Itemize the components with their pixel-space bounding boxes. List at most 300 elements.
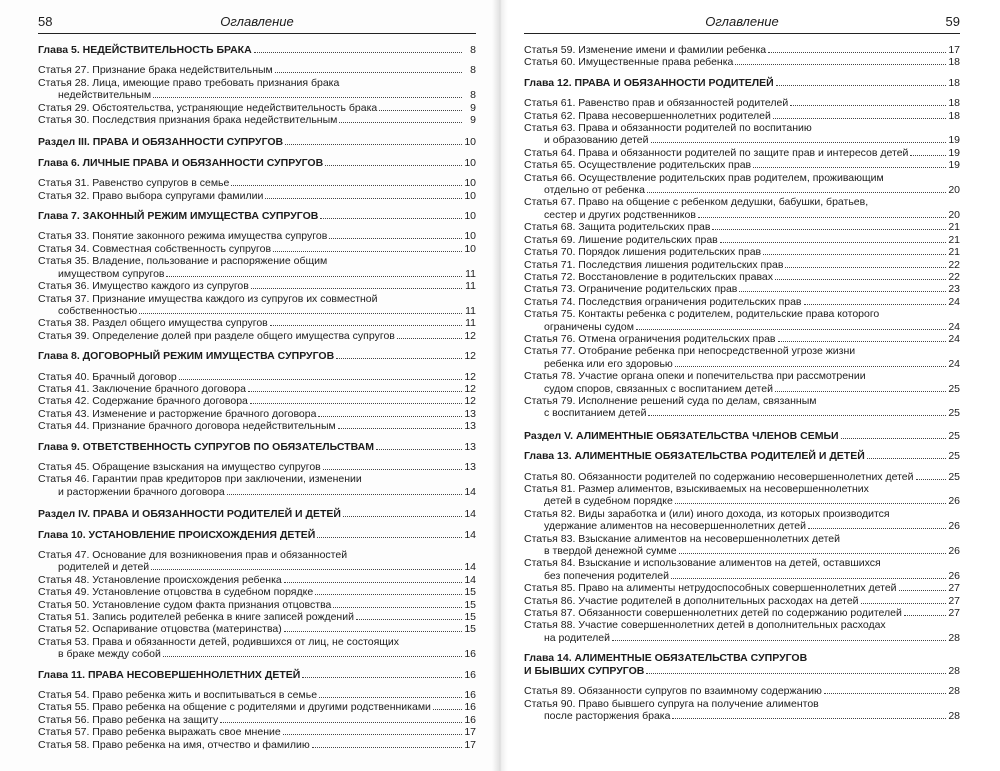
toc-entry-title: Статья 37. Признание имущества каждого из супругов их совместной [38, 292, 378, 305]
dot-leader [265, 198, 462, 199]
toc-line [38, 114, 476, 126]
toc-article-entry [524, 296, 960, 308]
dot-leader [284, 582, 462, 583]
dot-leader [841, 438, 946, 439]
toc-page-number: 28 [948, 685, 960, 698]
toc-page-number: 26 [948, 569, 960, 582]
toc-entry-title: Статья 28. Лица, имеющие право требовать признания брака [38, 76, 340, 89]
toc-article-entry [524, 246, 960, 258]
book-spine-shadow [492, 0, 508, 771]
toc-entry-title: Статья 56. Право ребенка на защиту [38, 713, 219, 726]
toc-line [524, 110, 960, 122]
toc-page-number: 28 [948, 709, 960, 722]
toc-line [38, 549, 476, 561]
dot-leader [250, 403, 462, 404]
toc-line [524, 308, 960, 320]
toc-line [38, 739, 476, 751]
toc-line [524, 632, 960, 644]
dot-leader [739, 291, 946, 292]
toc-page-number: 12 [464, 382, 476, 395]
toc-page-number: 26 [948, 495, 960, 508]
toc-chapter-entry [524, 450, 960, 462]
toc-entry-title: Статья 74. Последствия ограничения родительских прав [524, 295, 802, 308]
toc-line [38, 461, 476, 473]
toc-page-number: 24 [948, 295, 960, 308]
toc-page-number: 18 [948, 56, 960, 69]
toc-line [38, 102, 476, 114]
toc-page-number: 11 [465, 280, 476, 293]
toc-line [38, 77, 476, 89]
dot-leader [712, 229, 946, 230]
toc-entry-title: Статья 77. Отобрание ребенка при непосредственной угрозе жизни [524, 345, 856, 358]
toc-entry-title: после расторжения брака [544, 709, 671, 722]
toc-line [38, 586, 476, 598]
toc-article-entry [524, 698, 960, 723]
dot-leader [312, 747, 462, 748]
toc-line [524, 56, 960, 68]
dot-leader [317, 537, 462, 538]
toc-entry-title: Статья 58. Право ребенка на имя, отчество и фамилию [38, 738, 310, 751]
toc-page-number: 12 [464, 370, 476, 383]
dot-leader [679, 553, 946, 554]
toc-page-number: 28 [948, 664, 960, 677]
toc-line [524, 370, 960, 382]
dot-leader [651, 142, 946, 143]
dot-leader [753, 167, 946, 168]
toc-article-entry [524, 685, 960, 697]
toc-entry-title: удержание алиментов на несовершеннолетних детей [544, 520, 806, 533]
toc-article-entry [38, 230, 476, 242]
toc-page-number: 11 [465, 304, 476, 317]
toc-entry-title: Статья 54. Право ребенка жить и воспитываться в семье [38, 689, 318, 702]
toc-article-entry [38, 701, 476, 713]
toc-page-number: 21 [948, 221, 960, 234]
dot-leader [227, 494, 462, 495]
toc-entry-title: Статья 46. Гарантии прав кредиторов при заключении, изменении [38, 473, 362, 486]
toc-entry-title: недействительным [58, 89, 152, 102]
toc-line [524, 122, 960, 134]
toc-line [38, 473, 476, 485]
toc-article-entry [524, 619, 960, 644]
dot-leader [646, 673, 946, 674]
toc-article-entry [524, 110, 960, 122]
toc-article-entry [38, 371, 476, 383]
toc-line [524, 450, 960, 462]
toc-page-number: 8 [470, 64, 476, 77]
toc-entry-title: Глава 7. ЗАКОННЫЙ РЕЖИМ ИМУЩЕСТВА СУПРУГОВ [38, 210, 319, 223]
toc-article-entry [524, 308, 960, 333]
toc-page-number: 12 [464, 395, 476, 408]
toc-page-number: 14 [464, 485, 476, 498]
toc-page-number: 27 [948, 594, 960, 607]
toc-line [524, 520, 960, 532]
toc-article-entry [38, 243, 476, 255]
toc-article-entry [38, 623, 476, 635]
toc-entry-title: Глава 13. АЛИМЕНТНЫЕ ОБЯЗАТЕЛЬСТВА РОДИТЕЛЕЙ И ДЕТЕЙ [524, 450, 865, 463]
toc-entry-title: собственностью [58, 304, 138, 317]
toc-page-number: 9 [470, 101, 476, 114]
toc-article-entry [38, 77, 476, 102]
toc-section-entry [524, 430, 960, 442]
toc-line [524, 246, 960, 258]
toc-entry-title: и образованию детей [544, 134, 649, 147]
toc-line [38, 293, 476, 305]
toc-chapter-entry [38, 157, 476, 169]
toc-line [524, 652, 960, 664]
dot-leader [379, 110, 462, 111]
toc-entry-title: Статья 63. Права и обязанности родителей по воспитанию [524, 122, 812, 135]
toc-line [38, 305, 476, 317]
toc-page-number: 16 [464, 713, 476, 726]
toc-page-number: 15 [464, 598, 476, 611]
dot-leader [336, 358, 462, 359]
toc-entry-title: Статья 53. Права и обязанности детей, родившихся от лиц, не состоящих [38, 635, 400, 648]
toc-entry-title: Статья 86. Участие родителей в дополнительных расходах на детей [524, 594, 859, 607]
dot-leader [285, 144, 462, 145]
toc-entry-title: имуществом супругов [58, 267, 165, 280]
dot-leader [319, 697, 462, 698]
toc-article-entry [38, 383, 476, 395]
toc-entry-title: Статья 39. Определение долей при разделе общего имущества супругов [38, 329, 395, 342]
dot-leader [775, 391, 946, 392]
dot-leader [254, 52, 462, 53]
toc-page-number: 19 [948, 134, 960, 147]
toc-article-entry [38, 739, 476, 751]
dot-leader [671, 578, 946, 579]
toc-article-entry [524, 159, 960, 171]
toc-article-entry [38, 420, 476, 432]
toc-article-entry [524, 557, 960, 582]
toc-article-entry [38, 408, 476, 420]
toc-page-number: 11 [465, 317, 476, 330]
toc-line [38, 243, 476, 255]
toc-article-entry [524, 271, 960, 283]
toc-page-number: 16 [464, 701, 476, 714]
toc-line [524, 698, 960, 710]
toc-page-number: 12 [464, 329, 476, 342]
page-number: 58 [38, 14, 53, 29]
toc-entry-title: Статья 29. Обстоятельства, устраняющие недействительность брака [38, 101, 378, 114]
toc-entry-title: Статья 84. Взыскание и использование алиментов на детей, оставшихся [524, 557, 881, 570]
toc-line [524, 271, 960, 283]
toc-line [38, 599, 476, 611]
toc-page-number: 15 [464, 623, 476, 636]
toc-entry-title: Статья 59. Изменение имени и фамилии ребенка [524, 44, 767, 56]
toc-entry-title: Статья 42. Содержание брачного договора [38, 395, 248, 408]
dot-leader [698, 217, 946, 218]
toc-entry-title: Статья 60. Имущественные права ребенка [524, 56, 734, 69]
toc-line [38, 486, 476, 498]
dot-leader [338, 428, 462, 429]
toc-line [524, 134, 960, 146]
toc-article-entry [38, 461, 476, 473]
toc-entry-title: и расторжении брачного договора [58, 485, 225, 498]
toc-line [524, 619, 960, 631]
toc-page-number: 15 [464, 586, 476, 599]
toc-article-entry [524, 196, 960, 221]
toc-line [524, 665, 960, 677]
dot-leader [904, 615, 946, 616]
dot-leader [636, 329, 946, 330]
toc-entry-title: Статья 87. Обязанности совершеннолетних детей по содержанию родителей [524, 607, 902, 620]
toc-article-entry [38, 473, 476, 498]
toc-article-entry [38, 636, 476, 661]
toc-page-number: 27 [948, 607, 960, 620]
toc-entry-title: Статья 82. Виды заработка и (или) иного дохода, из которых производится [524, 507, 890, 520]
toc-line [524, 430, 960, 442]
toc-entry-title: Статья 90. Право бывшего супруга на получение алиментов [524, 697, 819, 710]
dot-leader [284, 631, 462, 632]
toc-page-number: 28 [948, 631, 960, 644]
toc-page-number: 10 [464, 230, 476, 243]
dot-leader [251, 288, 462, 289]
toc-entry-title: Статья 40. Брачный договор [38, 370, 177, 383]
dot-leader [356, 619, 462, 620]
toc-line [524, 97, 960, 109]
toc-entry-title: Статья 88. Участие совершеннолетних детей в дополнительных расходах [524, 619, 886, 632]
toc-entry-title: Статья 73. Ограничение родительских прав [524, 283, 738, 296]
toc-page-number: 12 [464, 350, 476, 363]
toc-page-number: 10 [464, 242, 476, 255]
toc-entry-title: отдельно от ребенка [544, 184, 645, 197]
toc-line [524, 221, 960, 233]
toc-page-number: 14 [464, 573, 476, 586]
toc-page-number: 8 [470, 89, 476, 102]
toc-entry-title: Раздел V. АЛИМЕНТНЫЕ ОБЯЗАТЕЛЬСТВА ЧЛЕНОВ СЕМЬИ [524, 429, 839, 442]
toc-article-entry [38, 330, 476, 342]
running-title: Оглавление [220, 14, 294, 29]
toc-entry-title: Статья 62. Права несовершеннолетних родителей [524, 109, 771, 122]
toc-section-entry [38, 136, 476, 148]
toc-article-entry [524, 221, 960, 233]
toc-article-entry [524, 259, 960, 271]
toc-page-number: 10 [464, 177, 476, 190]
toc-line [38, 190, 476, 202]
toc-entry-title: Статья 85. Право на алименты нетрудоспособных совершеннолетних детей [524, 582, 897, 595]
dot-leader [343, 516, 462, 517]
dot-leader [612, 640, 946, 641]
toc-article-entry [38, 114, 476, 126]
toc-line [38, 230, 476, 242]
dot-leader [179, 379, 462, 380]
toc-line [38, 669, 476, 681]
dot-leader [804, 304, 946, 305]
toc-article-entry [524, 370, 960, 395]
toc-entry-title: Статья 78. Участие органа опеки и попечительства при рассмотрении [524, 370, 866, 383]
toc-entry-title: Статья 80. Обязанности родителей по содержанию несовершеннолетних детей [524, 470, 914, 483]
toc-article-entry [38, 611, 476, 623]
toc-entry-title: Статья 49. Установление отцовства в судебном порядке [38, 586, 314, 599]
toc-page-number: 24 [948, 332, 960, 345]
toc-line [38, 529, 476, 541]
dot-leader [773, 118, 946, 119]
toc-entry-title: Статья 89. Обязанности супругов по взаимному содержанию [524, 685, 822, 698]
toc-article-entry [38, 689, 476, 701]
dot-leader [273, 251, 462, 252]
page-header [524, 11, 960, 34]
toc-article-entry [38, 293, 476, 318]
toc-entry-title: Статья 45. Обращение взыскания на имущество супругов [38, 460, 321, 473]
toc-chapter-entry [38, 44, 476, 56]
toc-entry-title: на родителей [544, 631, 611, 644]
toc-line [38, 177, 476, 189]
toc-line [524, 407, 960, 419]
toc-page-number: 14 [464, 508, 476, 521]
toc-article-entry [38, 255, 476, 280]
toc-line [38, 561, 476, 573]
dot-leader [824, 693, 946, 694]
toc-entry-title: Раздел III. ПРАВА И ОБЯЗАННОСТИ СУПРУГОВ [38, 136, 284, 149]
toc-chapter-entry [38, 210, 476, 222]
dot-leader [778, 341, 947, 342]
toc-article-entry [38, 726, 476, 738]
toc-entry-title: Статья 69. Лишение родительских прав [524, 233, 718, 246]
toc-page-number: 25 [948, 382, 960, 395]
toc-article-entry [38, 574, 476, 586]
toc-line [524, 471, 960, 483]
dot-leader [397, 338, 462, 339]
toc-line [38, 44, 476, 56]
page-number: 59 [945, 14, 960, 29]
toc-entry-title: Статья 64. Права и обязанности родителей по защите прав и интересов детей [524, 146, 909, 159]
dot-leader [320, 218, 462, 219]
toc-line [524, 570, 960, 582]
toc-page-number: 13 [464, 407, 476, 420]
toc-page-number: 19 [948, 146, 960, 159]
toc-line [524, 595, 960, 607]
toc-entry-title: Статья 34. Совместная собственность супругов [38, 242, 272, 255]
toc-article-entry [524, 595, 960, 607]
toc-entry-title: родителей и детей [58, 561, 150, 574]
dot-leader [270, 325, 462, 326]
toc-page-number: 8 [470, 44, 476, 56]
toc-entry-title: Статья 41. Заключение брачного договора [38, 382, 246, 395]
toc-entry-title: Статья 66. Осуществление родительских прав родителем, проживающим [524, 171, 884, 184]
toc-entry-title: Раздел IV. ПРАВА И ОБЯЗАННОСТИ РОДИТЕЛЕЙ И ДЕТЕЙ [38, 508, 341, 521]
toc-entry-title: Глава 11. ПРАВА НЕСОВЕРШЕННОЛЕТНИХ ДЕТЕЙ [38, 668, 301, 681]
toc-line [524, 582, 960, 594]
toc-line [524, 607, 960, 619]
toc-line [524, 77, 960, 89]
toc-article-entry [524, 56, 960, 68]
dot-leader [275, 72, 462, 73]
toc-page-number: 26 [948, 545, 960, 558]
toc-entry-title: Глава 6. ЛИЧНЫЕ ПРАВА И ОБЯЗАННОСТИ СУПРУГОВ [38, 156, 324, 169]
toc-entry-title: Статья 38. Раздел общего имущества супругов [38, 317, 268, 330]
toc-page-number: 10 [464, 136, 476, 149]
toc-line [38, 611, 476, 623]
dot-leader [315, 594, 462, 595]
dot-leader [776, 85, 946, 86]
toc-page-number: 10 [464, 156, 476, 169]
toc-line [524, 383, 960, 395]
toc-entry-title: Глава 12. ПРАВА И ОБЯЗАННОСТИ РОДИТЕЛЕЙ [524, 76, 774, 89]
dot-leader [916, 479, 947, 480]
toc-article-entry [38, 395, 476, 407]
toc-entry-title: Статья 83. Взыскание алиментов на несовершеннолетних детей [524, 532, 840, 545]
toc-line [38, 714, 476, 726]
dot-leader [153, 97, 462, 98]
toc-chapter-entry [524, 652, 960, 677]
toc-page-number: 10 [464, 189, 476, 202]
toc-line [38, 157, 476, 169]
dot-leader [675, 503, 946, 504]
toc-article-entry [38, 64, 476, 76]
toc-entry-title: Статья 81. Размер алиментов, взыскиваемых на несовершеннолетних [524, 483, 869, 495]
toc-line [38, 395, 476, 407]
toc-page-number: 17 [464, 738, 476, 751]
toc-article-entry [524, 345, 960, 370]
toc-line [38, 89, 476, 101]
toc-chapter-entry [38, 669, 476, 681]
toc-article-entry [524, 234, 960, 246]
dot-leader [325, 165, 462, 166]
toc-line [524, 321, 960, 333]
toc-line [38, 689, 476, 701]
dot-leader [763, 254, 946, 255]
toc-page-number: 25 [948, 407, 960, 420]
toc-page-number: 20 [948, 184, 960, 197]
toc-chapter-entry [524, 77, 960, 89]
toc-line [524, 345, 960, 357]
dot-leader [861, 603, 946, 604]
toc-page-number: 16 [464, 648, 476, 661]
page-header [38, 11, 476, 34]
toc-article-entry [524, 333, 960, 345]
toc-line [38, 350, 476, 362]
toc-page-number: 26 [948, 520, 960, 533]
toc-entry-title: Статья 76. Отмена ограничения родительских прав [524, 332, 776, 345]
toc-line [38, 420, 476, 432]
dot-leader [808, 528, 946, 529]
toc-entry-title: Статья 44. Признание брачного договора недействительным [38, 420, 336, 433]
toc-line [38, 701, 476, 713]
toc-entry-title: Статья 43. Изменение и расторжение брачного договора [38, 407, 317, 420]
toc-list [524, 44, 960, 722]
running-title: Оглавление [705, 14, 779, 29]
dot-leader [166, 276, 462, 277]
toc-entry-title: с воспитанием детей [544, 407, 647, 420]
toc-article-entry [524, 582, 960, 594]
toc-line [38, 508, 476, 520]
toc-line [524, 395, 960, 407]
dot-leader [339, 122, 462, 123]
toc-entry-title: Статья 48. Установление происхождения ребенка [38, 573, 282, 586]
dot-leader [675, 366, 946, 367]
toc-article-entry [38, 280, 476, 292]
toc-line [524, 196, 960, 208]
toc-entry-title: детей в судебном порядке [544, 495, 673, 508]
toc-entry-title: Глава 5. НЕДЕЙСТВИТЕЛЬНОСТЬ БРАКА [38, 44, 252, 56]
toc-page-number: 17 [464, 726, 476, 739]
dot-leader [220, 722, 462, 723]
toc-line [524, 159, 960, 171]
toc-entry-title: Статья 57. Право ребенка выражать свое мнение [38, 726, 281, 739]
toc-line [38, 317, 476, 329]
dot-leader [768, 52, 946, 53]
toc-line [524, 259, 960, 271]
dot-leader [910, 155, 946, 156]
toc-page-number: 18 [948, 97, 960, 110]
toc-article-entry [38, 586, 476, 598]
toc-entry-title: Статья 50. Установление судом факта признания отцовства [38, 598, 332, 611]
toc-page-number: 25 [948, 450, 960, 463]
toc-page-number: 13 [464, 420, 476, 433]
toc-article-entry [524, 147, 960, 159]
toc-line [524, 296, 960, 308]
toc-line [524, 358, 960, 370]
toc-entry-title: Статья 36. Имущество каждого из супругов [38, 280, 249, 293]
